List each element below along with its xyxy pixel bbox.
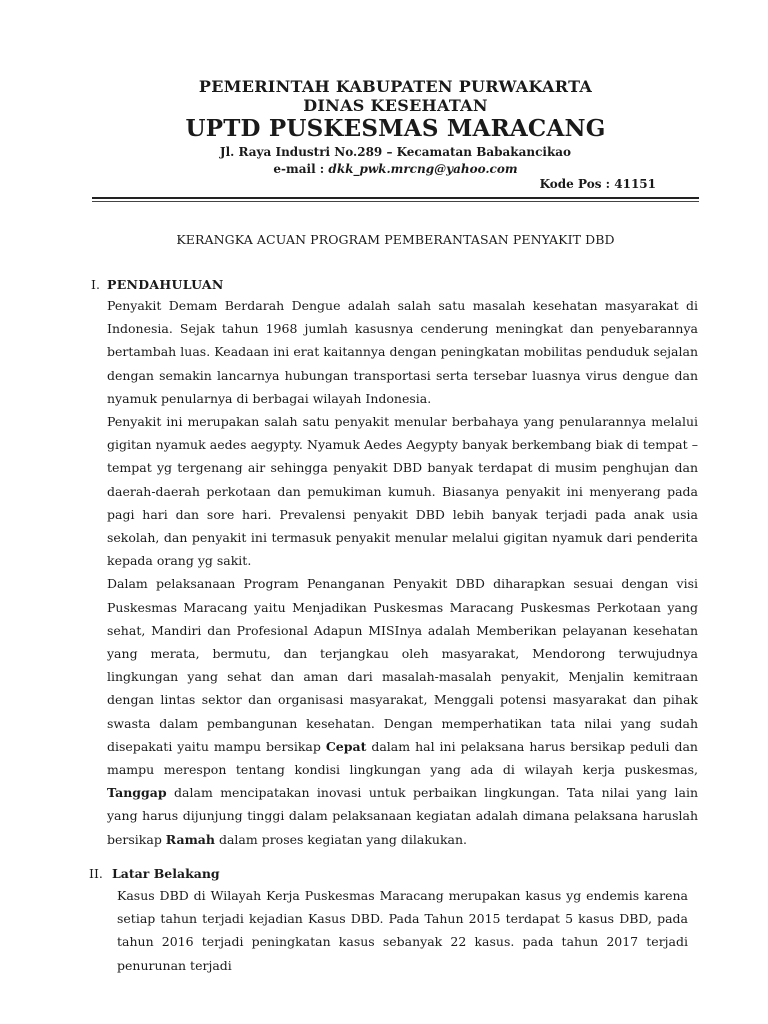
letterhead-divider-thick bbox=[92, 197, 699, 199]
section-2-body bbox=[117, 884, 688, 977]
paragraph: Dalam pelaksanaan Program Penanganan Penyakit DBD diharapkan sesuai dengan visi Puskesmas Maracang yaitu Menjadikan Puskesmas Maracang Puskesmas Perkotaan yang sehat, Mandiri dan Profesional Adapun MISInya adalah Memberikan pelayanan kesehatan yang merata, bermutu, dan terjangkau oleh masyarakat, Mendorong terwujudnya lingkungan yang sehat dan aman dari masalah-masalah penyakit, Menjalin kemitraan dengan lintas sektor dan organisasi masyarakat, Menggali potensi masyarakat dan pihak swasta dalam pembangunan kesehatan. Dengan memperhatikan tata nilai yang sudah disepakati yaitu mampu bersikap Cepat dalam hal ini pelaksana harus bersikap peduli dan mampu merespon tentang kondisi lingkungan yang ada di wilayah kerja puskesmas, Tanggap dalam mencipatakan inovasi untuk perbaikan lingkungan. Tata nilai yang lain yang harus dijunjung tinggi dalam pelaksanaan kegiatan adalah dimana pelaksana haruslah bersikap Ramah dalam proses kegiatan yang dilakukan. bbox=[107, 576, 698, 847]
letterhead-institution: UPTD PUSKESMAS MARACANG bbox=[185, 115, 606, 142]
section-1-body bbox=[107, 294, 698, 851]
email-address: dkk_pwk.mrcng@yahoo.com bbox=[328, 162, 518, 176]
bold-term-tanggap: Tanggap bbox=[107, 785, 167, 801]
letterhead-government: PEMERINTAH KABUPATEN PURWAKARTA bbox=[198, 77, 593, 96]
section-2-heading: Latar Belakang bbox=[112, 866, 220, 881]
letterhead-email-line bbox=[92, 162, 699, 176]
letterhead-department: DINAS KESEHATAN bbox=[303, 96, 488, 115]
paragraph: Penyakit Demam Berdarah Dengue adalah salah satu masalah kesehatan masyarakat di Indonesia. Sejak tahun 1968 jumlah kasusnya cenderung meningkat dan penyebarannya bertambah luas. Keadaan ini erat kaitannya dengan peningkatan mobilitas penduduk sejalan dengan semakin lancarnya hubungan transportasi serta tersebar luasnya virus dengue dan nyamuk penularnya di berbagai wilayah Indonesia. bbox=[107, 298, 698, 406]
section-1-heading: PENDAHULUAN bbox=[107, 277, 224, 292]
letterhead-divider-thin bbox=[92, 201, 699, 202]
bold-term-cepat: Cepat bbox=[325, 738, 367, 754]
paragraph: Kasus DBD di Wilayah Kerja Puskesmas Maracang merupakan kasus yg endemis karena setiap tahun terjadi kejadian Kasus DBD. Pada Tahun 2015 terdapat 5 kasus DBD, pada tahun 2016 terjadi peningkatan kasus sebanyak 22 kasus. pada tahun 2017 terjadi penurunan terjadi bbox=[117, 888, 688, 973]
letterhead-address: Jl. Raya Industri No.289 – Kecamatan Babakancikao bbox=[219, 145, 572, 159]
bold-term-ramah: Ramah bbox=[165, 831, 215, 847]
email-label: e-mail : bbox=[273, 162, 329, 176]
postal-code: Kode Pos : 41151 bbox=[539, 177, 656, 191]
document-title: KERANGKA ACUAN PROGRAM PEMBERANTASAN PENYAKIT DBD bbox=[176, 232, 615, 247]
section-2-number: II. bbox=[89, 866, 103, 881]
paragraph: Penyakit ini merupakan salah satu penyakit menular berbahaya yang penularannya melalui gigitan nyamuk aedes aegypty. Nyamuk Aedes Aegypty banyak berkembang biak di tempat – tempat yg tergenang air sehingga penyakit DBD banyak terdapat di musim penghujan dan daerah-daerah perkotaan dan pemukiman kumuh. Biasanya penyakit ini menyerang pada pagi hari dan sore hari. Prevalensi penyakit DBD lebih banyak terjadi pada anak usia sekolah, dan penyakit ini termasuk penyakit menular melalui gigitan nyamuk dari penderita kepada orang yg sakit. bbox=[107, 414, 698, 569]
section-1-number: I. bbox=[91, 277, 100, 292]
